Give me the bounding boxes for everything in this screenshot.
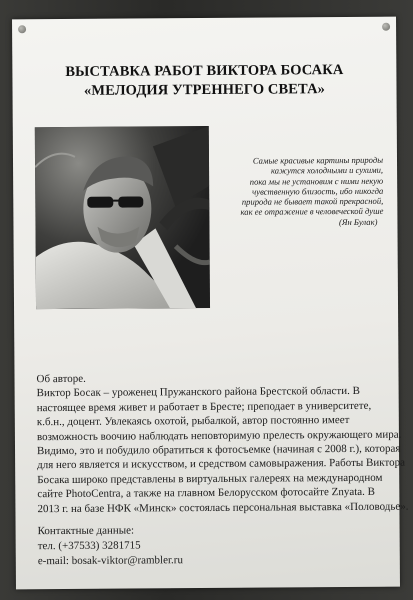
author-portrait-photo: [35, 126, 210, 309]
title-line-1: ВЫСТАВКА РАБОТ ВИКТОРА БОСАКА: [65, 62, 344, 80]
about-line: для него является и искусством, и средством самовыражения. Работы Виктора: [37, 457, 406, 472]
contacts-section: [38, 522, 338, 569]
contact-email: e-mail: bosak-viktor@rambler.ru: [37, 554, 183, 568]
epigraph-quote: [215, 155, 383, 228]
poster-sheet: [12, 17, 409, 590]
about-line: 2013 г. на базе НФК «Минск» состоялась персональная выставка «Половодье».: [37, 500, 409, 515]
about-heading: Об авторе.: [36, 372, 86, 386]
about-line: к.б.н., доцент. Увлекаясь охотой, рыбалкой, автор постоянно имеет: [36, 414, 350, 429]
poster-title: [12, 61, 396, 102]
quote-line: кажутся холодными и сухими,: [270, 165, 384, 176]
quote-line: Самые красивые картины природы: [252, 154, 384, 166]
quote-line: как ее отражение в человеческой душе: [240, 206, 384, 218]
about-line: Виктор Босак – уроженец Пружанского района Брестской области. В: [36, 385, 360, 400]
quote-attribution: (Ян Булак): [338, 216, 378, 227]
contact-phone: тел. (+37533) 3281715: [37, 539, 141, 553]
quote-line: чувственную близость, ибо никогда: [252, 185, 384, 197]
about-line: настоящее время живет и работает в Бресте; преподает в университете,: [36, 399, 372, 414]
about-line: Босака широко представлены в виртуальных галереях на международном: [37, 471, 383, 487]
quote-line: природа не бывает такой прекрасной,: [241, 195, 384, 207]
title-line-2: «МЕЛОДИЯ УТРЕННЕГО СВЕТА»: [83, 81, 326, 99]
quote-line: пока мы не установим с ними некую: [249, 175, 384, 187]
contacts-heading: Контактные данные:: [37, 524, 135, 538]
about-line: Видимо, это и побудило обратиться к фотосъемке (начиная с 2008 г.), которая: [36, 442, 401, 458]
portrait-illustration: [35, 126, 210, 309]
about-line: сайте PhotoCentra, а также на главном Белорусском фотосайте Znyata. В: [37, 486, 376, 501]
about-line: возможность воочию наблюдать неповторимую прелесть окружающего мира.: [36, 428, 402, 443]
pin-icon: [382, 23, 390, 31]
about-author-section: [36, 370, 409, 517]
pin-icon: [18, 25, 26, 33]
